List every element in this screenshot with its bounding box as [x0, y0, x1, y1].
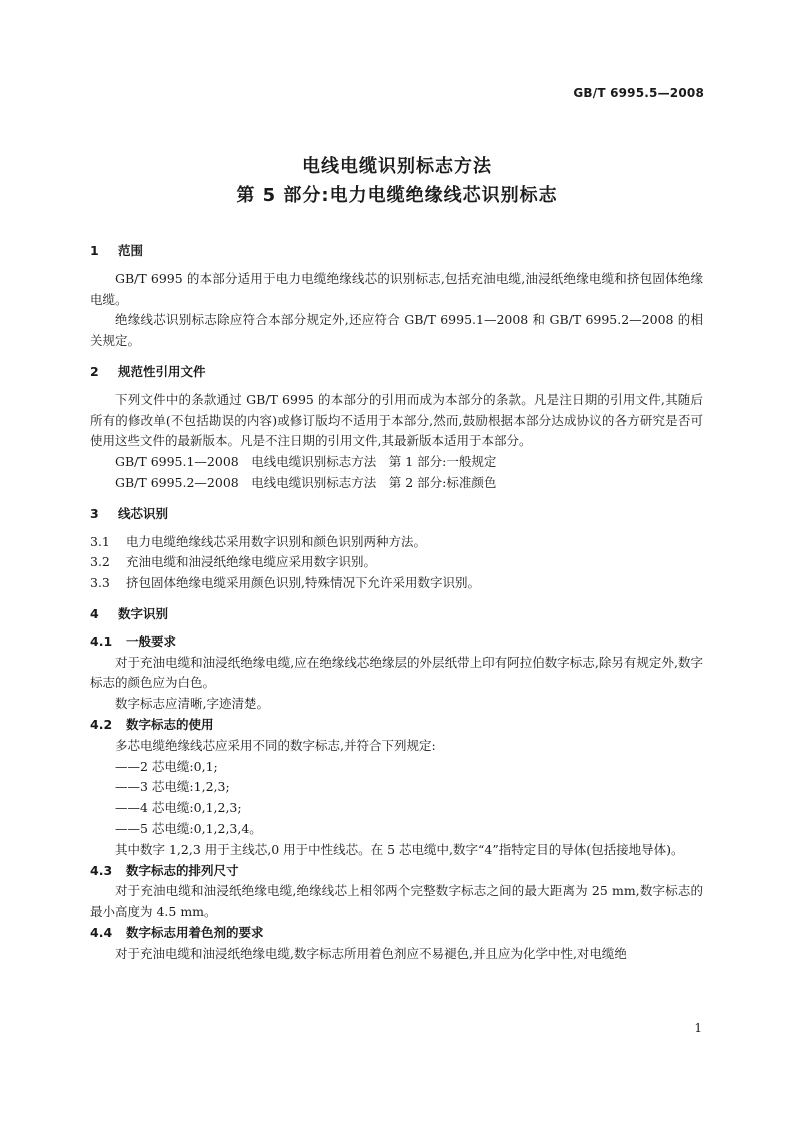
section-3-heading: 3 线芯识别 [90, 505, 169, 521]
subsection-4-1-paragraph-2: 数字标志应清晰,字迹清楚。 [115, 696, 269, 712]
clause-3-2: 3.2 充油电缆和油浸纸绝缘电缆应采用数字识别。 [90, 554, 377, 570]
document-title: 电线电缆识别标志方法 [302, 156, 492, 177]
clause-3-3: 3.3 挤包固体绝缘电缆采用颜色识别,特殊情况下允许采用数字识别。 [90, 575, 480, 591]
section-2-heading: 2 规范性引用文件 [90, 363, 206, 379]
document-body [90, 241, 703, 965]
clause-3-1: 3.1 电力电缆绝缘线芯采用数字识别和颜色识别两种方法。 [90, 533, 427, 549]
subsection-4-2-heading: 4.2 数字标志的使用 [90, 716, 214, 732]
reference-item: GB/T 6995.2—2008 电线电缆识别标志方法 第 2 部分:标准颜色 [115, 474, 497, 490]
section-1-paragraph-1: GB/T 6995 的本部分适用于电力电缆绝缘线芯的识别标志,包括充油电缆,油浸纸绝缘电缆和挤包固体绝缘电缆。 [90, 270, 703, 307]
subsection-4-2-paragraph-2: 其中数字 1,2,3 用于主线芯,0 用于中性线芯。在 5 芯电缆中,数字“4”指特定目的导体(包括接地导体)。 [115, 841, 684, 857]
list-item: ——2 芯电缆:0,1; [115, 758, 218, 774]
section-2-paragraph-1: 下列文件中的条款通过 GB/T 6995 的本部分的引用而成为本部分的条款。凡是注日期的引用文件,其随后所有的修改单(不包括勘误的内容)或修订版均不适用于本部分,然而,鼓励根据本部分达成协议的各方研究是否可使用这些文件的最新版本。凡是不注日期的引用文件,其最新版本适用于本部分。 [90, 391, 703, 449]
list-item: ——5 芯电缆:0,1,2,3,4。 [115, 820, 262, 836]
list-item: ——3 芯电缆:1,2,3; [115, 779, 230, 795]
subsection-4-1-heading: 4.1 一般要求 [90, 633, 177, 649]
subsection-4-3-paragraph-1: 对于充油电缆和油浸纸绝缘电缆,绝缘线芯上相邻两个完整数字标志之间的最大距离为 25 mm,数字标志的最小高度为 4.5 mm。 [90, 883, 703, 920]
standard-number: GB/T 6995.5—2008 [573, 86, 704, 100]
subsection-4-4-paragraph-1: 对于充油电缆和油浸纸绝缘电缆,数字标志所用着色剂应不易褪色,并且应为化学中性,对电缆绝 [115, 945, 627, 961]
subsection-4-2-paragraph-1: 多芯电缆绝缘线芯应采用不同的数字标志,并符合下列规定: [115, 737, 436, 753]
document-subtitle: 第 5 部分:电力电缆绝缘线芯识别标志 [236, 185, 558, 206]
subsection-4-1-paragraph-1: 对于充油电缆和油浸纸绝缘电缆,应在绝缘线芯绝缘层的外层纸带上印有阿拉伯数字标志,除另有规定外,数字标志的颜色应为白色。 [90, 654, 703, 691]
section-4-heading: 4 数字识别 [90, 605, 169, 621]
subsection-4-3-heading: 4.3 数字标志的排列尺寸 [90, 862, 239, 878]
subsection-4-4-heading: 4.4 数字标志用着色剂的要求 [90, 924, 264, 940]
list-item: ——4 芯电缆:0,1,2,3; [115, 800, 242, 816]
section-1-paragraph-2: 绝缘线芯识别标志除应符合本部分规定外,还应符合 GB/T 6995.1—2008 和 GB/T 6995.2—2008 的相关规定。 [90, 312, 703, 349]
section-1-heading: 1 范围 [90, 243, 144, 258]
reference-item: GB/T 6995.1—2008 电线电缆识别标志方法 第 1 部分:一般规定 [115, 454, 497, 470]
page-number: 1 [694, 1021, 702, 1035]
